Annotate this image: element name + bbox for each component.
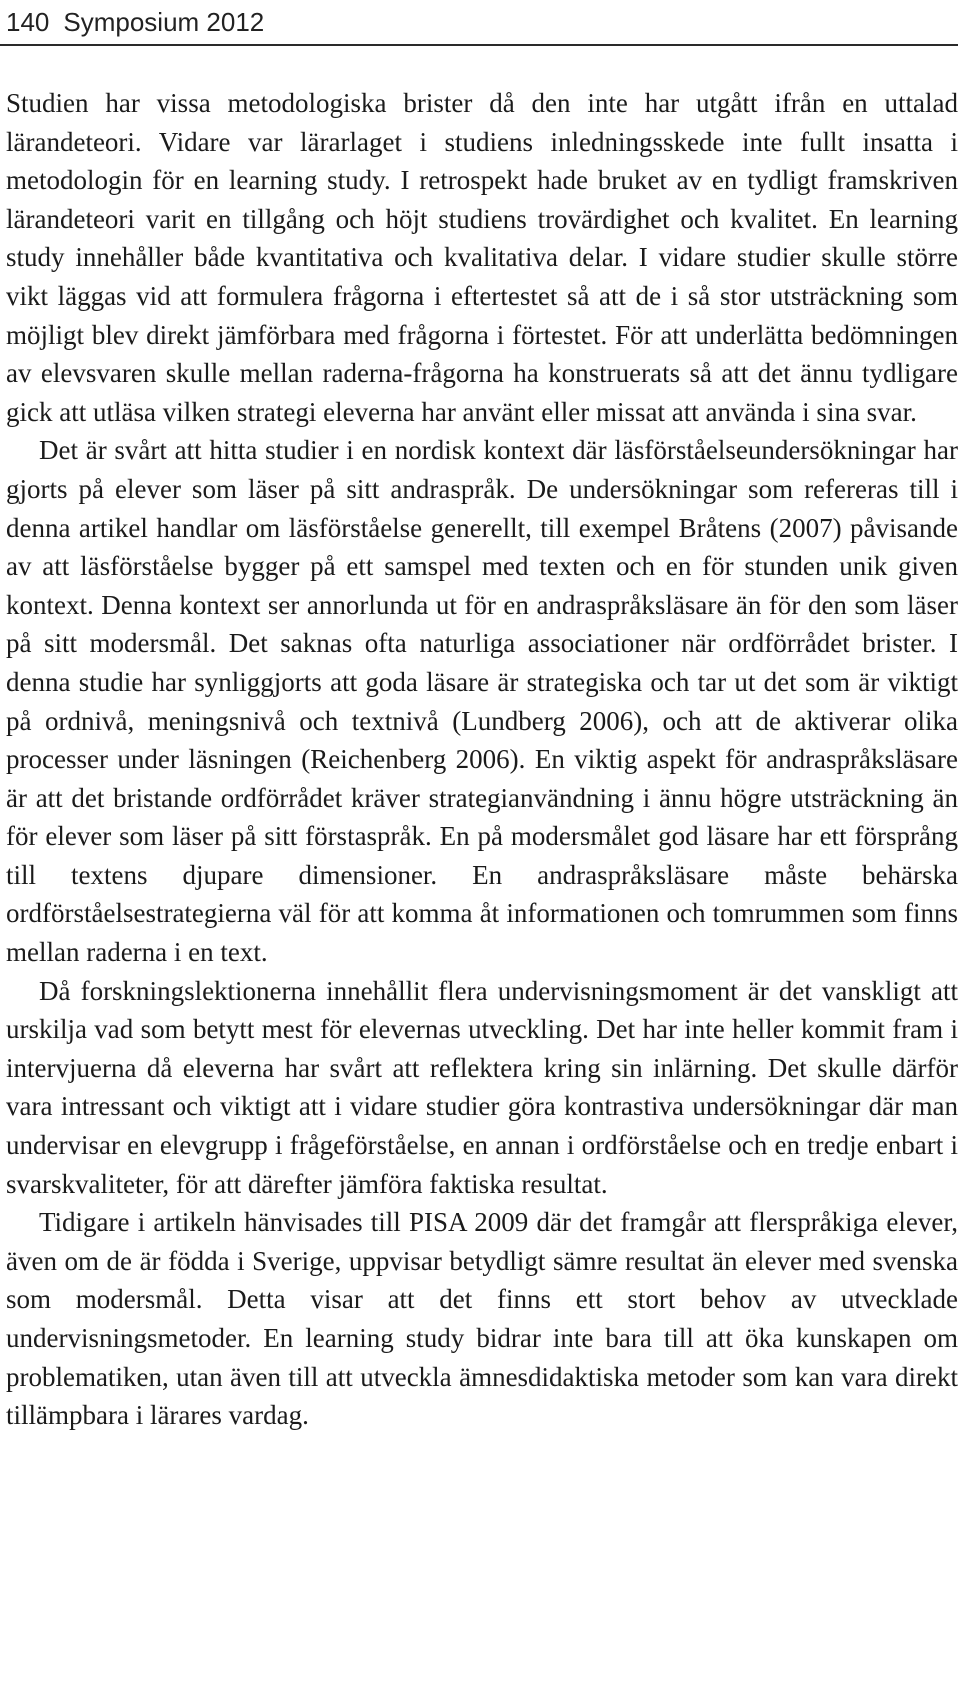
running-header [6,0,264,38]
paragraph: Det är svårt att hitta studier i en nordisk kontext där läsförståelseundersökningar har gjorts på elever som läser på sitt andraspråk. De undersökningar som refereras till i denna artikel handlar om läsförståelse generellt, till exempel Bråtens (2007) påvisande av att läsförståelse bygger på ett samspel med texten och en för stunden unik given kontext. Denna kontext ser annorlunda ut för en andraspråksläsare än för den som läser på sitt modersmål. Det saknas ofta naturliga associationer när ordförrådet brister. I denna studie har synliggjorts att goda läsare är strategiska och tar ut det som är viktigt på ordnivå, meningsnivå och textnivå (Lundberg 2006), och att de aktiverar olika processer under läsningen (Reichenberg 2006). En viktig aspekt för andraspråksläsare är att det bristande ordförrådet kräver strategianvändning i ännu högre utsträckning än för elever som läser på sitt förstaspråk. En på modersmålet god läsare har ett försprång till textens djupare dimensioner. En andraspråksläsare måste behärska ordförståelsestrategierna väl för att komma åt informationen och tomrummen som finns mellan raderna i en text. [6,435,958,968]
body-text [6,84,958,1435]
paragraph: Tidigare i artikeln hänvisades till PISA 2009 där det framgår att flerspråkiga elever, även om de är födda i Sverige, uppvisar betydligt sämre resultat än elever med svenska som modersmål. Detta visar att det finns ett stort behov av utvecklade undervisningsmetoder. En learning study bidrar inte bara till att öka kunskapen om problematiken, utan även till att utveckla ämnesdidaktiska metoder som kan vara direkt tillämpbara i lärares vardag. [6,1207,958,1431]
paragraph: Studien har vissa metodologiska brister då den inte har utgått ifrån en uttalad lärandeteori. Vidare var lärarlaget i studiens inledningsskede inte fullt insatta i metodologin för en learning study. I retrospekt hade bruket av en tydligt framskriven lärandeteori varit en tillgång och höjt studiens trovärdighet och kvalitet. En learning study innehåller både kvantitativa och kvalitativa delar. I vidare studier skulle större vikt läggas vid att formulera frågorna i eftertestet så att de i så stor utsträckning som möjligt blev direkt jämförbara med frågorna i förtestet. För att underlätta bedömningen av elevsvaren skulle mellan raderna-frågorna ha konstruerats så att det ännu tydligare gick att utläsa vilken strategi eleverna har använt eller missat att använda i sina svar. [6,88,958,427]
page-number: 140 [6,7,50,37]
paragraph: Då forskningslektionerna innehållit flera undervisningsmoment är det vanskligt att urskilja vad som betytt mest för elevernas utveckling. Det har inte heller kommit fram i intervjuerna då eleverna har svårt att reflektera kring sin inlärning. Det skulle därför vara intressant och viktigt att i vidare studier göra kontrastiva undersökningar där man undervisar en elevgrupp i frågeförståelse, en annan i ordförståelse och en tredje enbart i svarskvaliteter, för att därefter jämföra faktiska resultat. [6,975,958,1199]
header-rule [0,44,958,46]
publication-title: Symposium 2012 [63,7,265,37]
